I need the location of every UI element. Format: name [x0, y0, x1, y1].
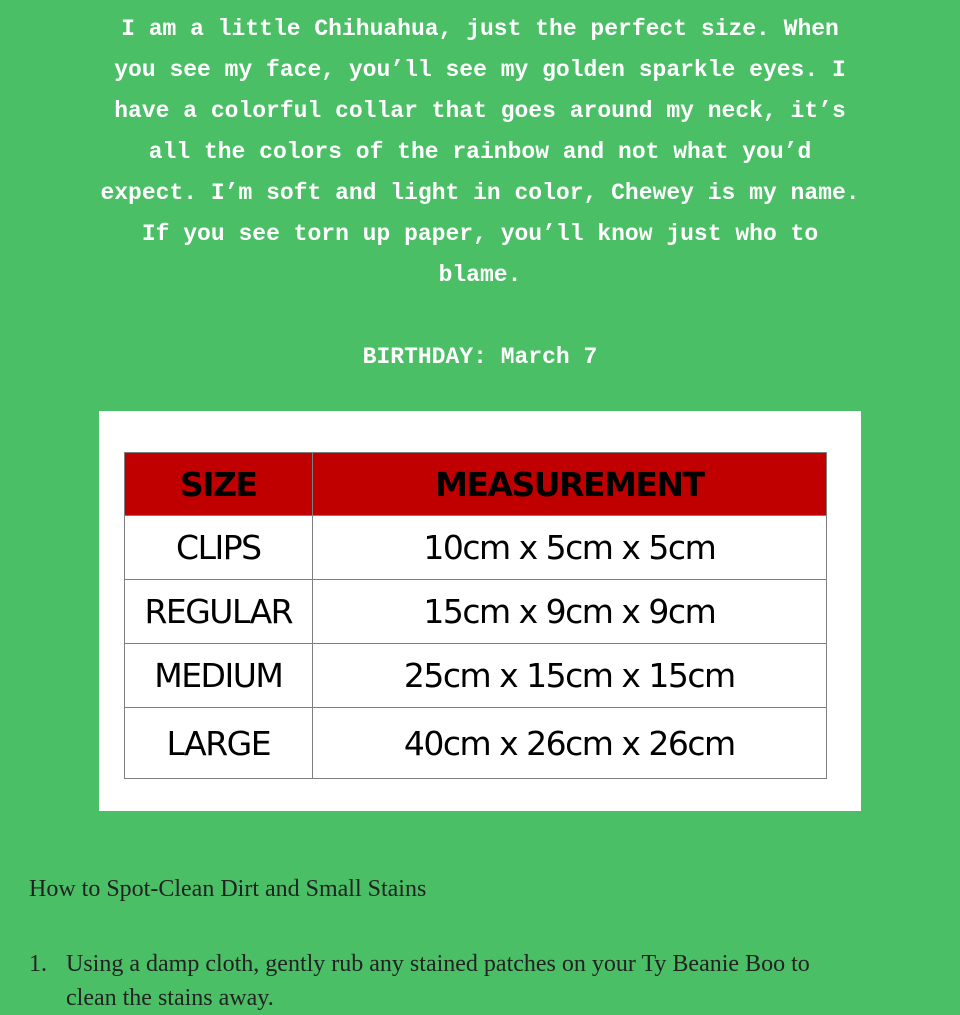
step-text: Using a damp cloth, gently rub any stained patches on your Ty Beanie Boo to clean the stains away.: [66, 951, 810, 1011]
size-cell: REGULAR: [125, 580, 313, 644]
table-header-row: [125, 453, 827, 516]
list-item: [29, 947, 929, 1015]
size-cell: CLIPS: [125, 516, 313, 580]
care-instructions-title: How to Spot-Clean Dirt and Small Stains: [29, 876, 427, 902]
table-row: [125, 516, 827, 580]
poem-line: all the colors of the rainbow and not what you’d: [148, 139, 812, 165]
poem-line: have a colorful collar that goes around my neck, it’s: [114, 98, 846, 124]
measurement-cell: 10cm x 5cm x 5cm: [312, 516, 826, 580]
care-steps-list: [29, 947, 929, 1015]
measurement-cell: 15cm x 9cm x 9cm: [312, 580, 826, 644]
size-cell: LARGE: [125, 708, 313, 779]
table-row: [125, 708, 827, 779]
poem-line: expect. I’m soft and light in color, Chewey is my name.: [100, 180, 860, 206]
birthday-text: BIRTHDAY: March 7: [362, 344, 598, 370]
size-cell: MEDIUM: [125, 644, 313, 708]
poem-line: you see my face, you’ll see my golden sparkle eyes. I: [114, 57, 846, 83]
poem-line: If you see torn up paper, you’ll know just who to: [141, 221, 819, 247]
size-table: [124, 452, 827, 779]
step-number: 1.: [29, 951, 47, 977]
poem-line: I am a little Chihuahua, just the perfect size. When: [121, 16, 839, 42]
table-row: [125, 580, 827, 644]
measurement-column-header: MEASUREMENT: [312, 453, 826, 516]
size-chart-image: [99, 411, 861, 811]
measurement-cell: 40cm x 26cm x 26cm: [312, 708, 826, 779]
size-column-header: SIZE: [125, 453, 313, 516]
table-row: [125, 644, 827, 708]
product-description-poem: [0, 9, 960, 296]
measurement-cell: 25cm x 15cm x 15cm: [312, 644, 826, 708]
poem-line: blame.: [438, 262, 522, 288]
